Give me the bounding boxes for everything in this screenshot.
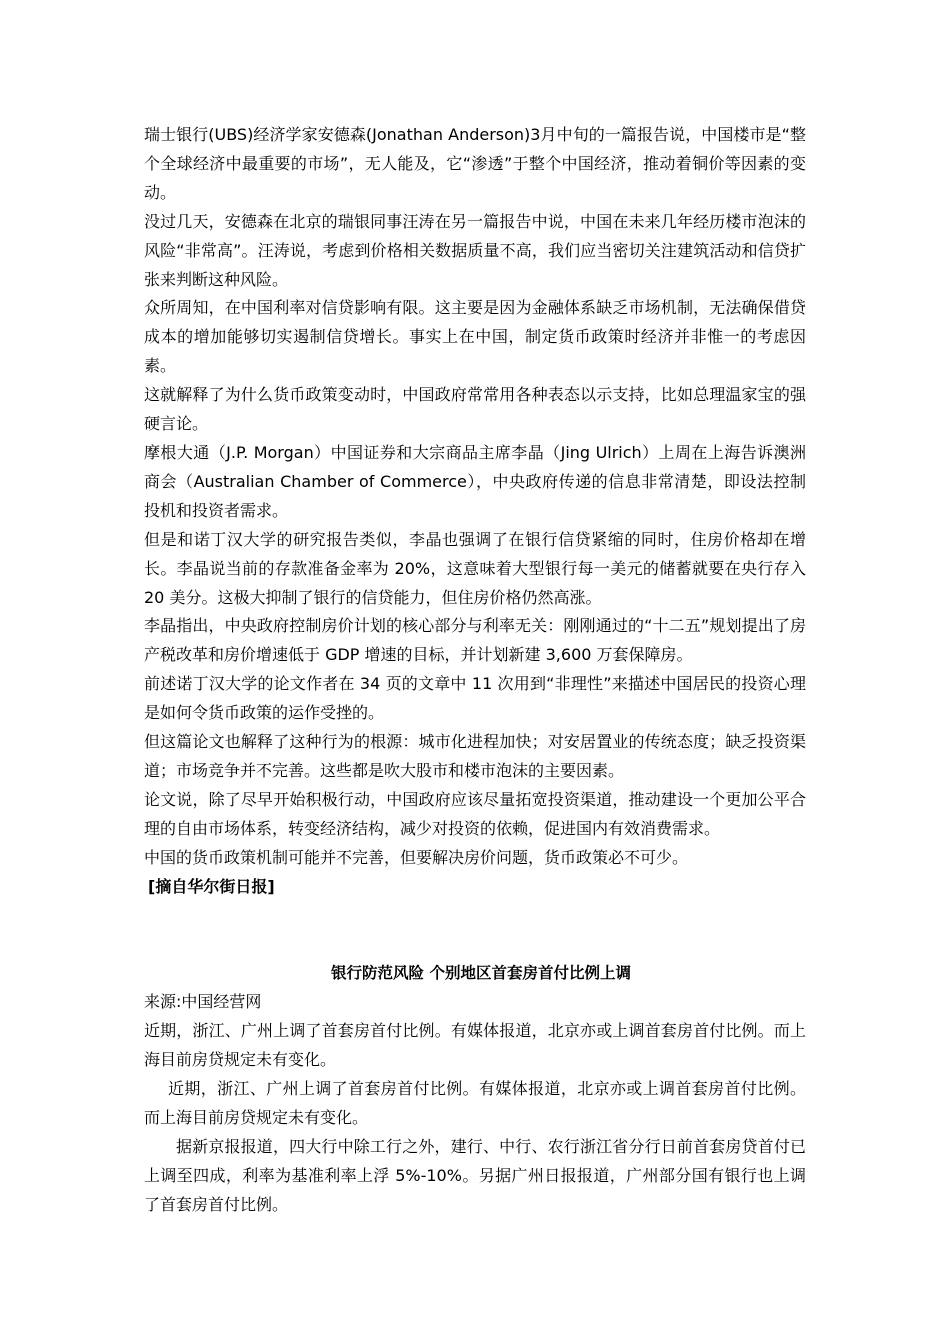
section-spacer [144, 901, 806, 959]
article1-paragraph-9: 但这篇论文也解释了这种行为的根源：城市化进程加快；对安居置业的传统态度；缺乏投资渠道；市场竞争并不完善。这些都是吹大股市和楼市泡沫的主要因素。 [144, 732, 806, 780]
article2-body-paragraph-1: 近期，浙江、广州上调了首套房首付比例。有媒体报道，北京亦或上调首套房首付比例。而上海目前房贷规定未有变化。 [144, 1079, 806, 1127]
article2-summary: 近期，浙江、广州上调了首套房首付比例。有媒体报道，北京亦或上调首套房首付比例。而上海目前房贷规定未有变化。 [144, 1021, 806, 1070]
article1-paragraph-7: 李晶指出，中央政府控制房价计划的核心部分与利率无关：刚刚通过的“十二五”规划提出了房产税改革和房价增速低于 GDP 增速的目标，并计划新建 3,600 万套保障房。 [144, 616, 806, 665]
article1-paragraph-1: 瑞士银行(UBS)经济学家安德森(Jonathan Anderson)3月中旬的一篇报告说，中国楼市是“整个全球经济中最重要的市场”，无人能及，它“渗透”于整个中国经济，推动着铜价等因素的变动。 [144, 125, 806, 202]
article2-source-line: 来源:中国经营网 [144, 992, 262, 1012]
article1-paragraph-11: 中国的货币政策机制可能并不完善，但要解决房价问题，货币政策必不可少。 [144, 847, 689, 867]
article1-paragraph-3: 众所周知，在中国利率对信贷影响有限。这主要是因为金融体系缺乏市场机制，无法确保借贷成本的增加能够切实遏制信贷增长。事实上在中国，制定货币政策时经济并非惟一的考虑因素。 [144, 298, 806, 376]
article1-paragraph-4: 这就解释了为什么货币政策变动时，中国政府常常用各种表态以示支持，比如总理温家宝的强硬言论。 [144, 385, 806, 434]
article2-title: 银行防范风险 个别地区首套房首付比例上调 [331, 964, 631, 983]
article1-paragraph-6: 但是和诺丁汉大学的研究报告类似，李晶也强调了在银行信贷紧缩的同时，住房价格却在增长。李晶说当前的存款准备金率为 20%，这意味着大型银行每一美元的储蓄就要在央行存入 20 美分。这极大抑制了银行的信贷能力，但住房价格仍然高涨。 [144, 529, 806, 607]
article1-paragraph-10: 论文说，除了尽早开始积极行动，中国政府应该尽量拓宽投资渠道，推动建设一个更加公平合理的自由市场体系，转变经济结构，减少对投资的依赖，促进国内有效消费需求。 [144, 789, 806, 838]
article2-body-paragraph-2: 据新京报报道，四大行中除工行之外，建行、中行、农行浙江省分行日前首套房贷首付已上调至四成，利率为基准利率上浮 5%-10%。另据广州日报报道，广州部分国有银行也上调了首套房首付比例。 [144, 1136, 806, 1214]
article1-paragraph-5: 摩根大通（J.P. Morgan）中国证券和大宗商品主席李晶（Jing Ulrich）上周在上海告诉澳洲商会（Australian Chamber of Commerce），中央政府传递的信息非常清楚，即设法控制投机和投资者需求。 [144, 442, 806, 520]
article-bank-risk [144, 959, 806, 1219]
article1-paragraph-8: 前述诺丁汉大学的论文作者在 34 页的文章中 11 次用到“非理性”来描述中国居民的投资心理是如何令货币政策的运作受挫的。 [144, 674, 806, 723]
document-content [144, 121, 806, 1220]
article1-source-tag: [摘自华尔街日报] [148, 876, 275, 896]
article-wsj [144, 121, 806, 901]
article1-paragraph-2: 没过几天，安德森在北京的瑞银同事汪涛在另一篇报告中说，中国在未来几年经历楼市泡沫的风险“非常高”。汪涛说，考虑到价格相关数据质量不高，我们应当密切关注建筑活动和信贷扩张来判断这种风险。 [144, 211, 806, 289]
